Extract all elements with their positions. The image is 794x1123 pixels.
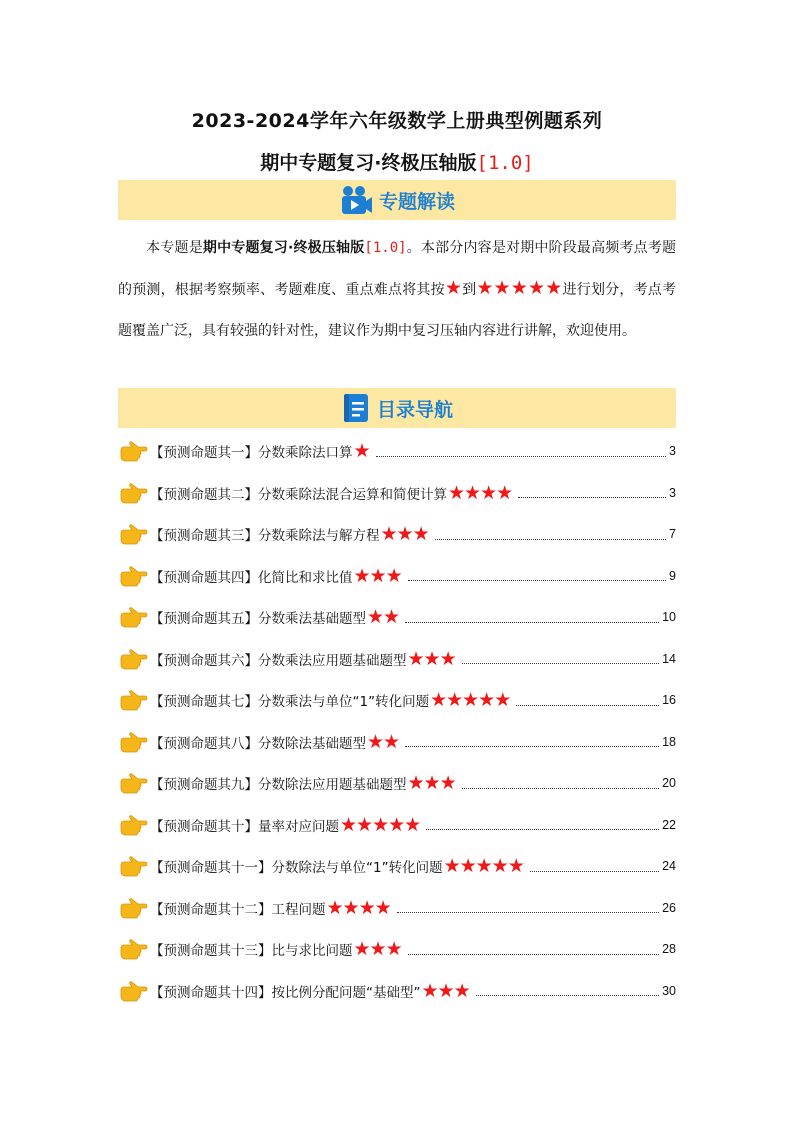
toc-entry-title: 【预测命题其十四】按比例分配问题“基础型” bbox=[150, 984, 421, 1001]
dot-leader bbox=[516, 705, 659, 706]
toc-entry-label bbox=[150, 440, 370, 462]
dot-leader bbox=[397, 912, 659, 913]
pointing-hand-icon bbox=[118, 729, 148, 755]
dot-leader bbox=[462, 788, 659, 789]
intro-text-4: 进行划分，考点考题覆盖广泛，具有较强的针对性，建议作为期中复习压轴内容进行讲解，欢迎使用。 bbox=[118, 281, 677, 339]
star-rating: ★★★★★ bbox=[340, 813, 421, 836]
star-rating: ★★★ bbox=[353, 564, 402, 587]
toc-page-number: 18 bbox=[662, 734, 676, 749]
pointing-hand-icon bbox=[118, 480, 148, 506]
toc-entry-label bbox=[150, 731, 399, 753]
pointing-hand-icon bbox=[118, 978, 148, 1004]
pointing-hand-icon bbox=[118, 563, 148, 589]
star-rating-five: ★★★★★ bbox=[476, 276, 563, 299]
toc-entry-14[interactable] bbox=[118, 978, 676, 1004]
subtitle-text: 期中专题复习·终极压轴版 bbox=[260, 152, 477, 174]
toc-page-number: 30 bbox=[662, 983, 676, 998]
intro-text-1: 本专题是 bbox=[146, 240, 203, 256]
toc-page-number: 26 bbox=[662, 900, 676, 915]
pointing-hand-icon bbox=[118, 770, 148, 796]
toc-entry-8[interactable] bbox=[118, 729, 676, 755]
star-rating: ★ bbox=[353, 440, 370, 462]
toc-entry-title: 【预测命题其二】分数乘除法混合运算和简便计算 bbox=[150, 486, 447, 503]
section-banner-intro bbox=[118, 180, 676, 220]
intro-text-3: 到 bbox=[462, 281, 477, 298]
toc-entry-label bbox=[150, 482, 512, 504]
dot-leader bbox=[408, 954, 659, 955]
toc-entry-title: 【预测命题其三】分数乘除法与解方程 bbox=[150, 528, 380, 544]
dot-leader bbox=[462, 663, 659, 664]
star-rating: ★★ bbox=[367, 730, 400, 753]
toc-entry-7[interactable] bbox=[118, 687, 676, 713]
pointing-hand-icon bbox=[118, 853, 148, 879]
toc-entry-title: 【预测命题其十二】工程问题 bbox=[150, 901, 326, 918]
star-rating: ★★★ bbox=[353, 938, 402, 960]
toc-entry-4[interactable] bbox=[118, 563, 676, 589]
toc-entry-13[interactable] bbox=[118, 936, 676, 962]
intro-version: [1.0] bbox=[364, 240, 407, 256]
dot-leader bbox=[435, 539, 666, 540]
dot-leader bbox=[376, 456, 667, 457]
toc-entry-label bbox=[150, 980, 470, 1002]
section-title-intro: 专题解读 bbox=[378, 190, 455, 213]
pointing-hand-icon bbox=[118, 521, 148, 547]
toc-entry-title: 【预测命题其十一】分数除法与单位“1”转化问题 bbox=[150, 860, 443, 876]
toc-page-number: 3 bbox=[669, 485, 676, 500]
star-rating: ★★★ bbox=[407, 772, 456, 794]
toc-entry-label bbox=[150, 689, 510, 711]
toc-page-number: 20 bbox=[662, 776, 676, 790]
toc-entry-label bbox=[150, 565, 402, 587]
intro-paragraph bbox=[118, 228, 676, 353]
toc-entry-12[interactable] bbox=[118, 895, 676, 921]
toc-entry-label bbox=[150, 897, 391, 919]
toc-entry-label bbox=[150, 938, 402, 960]
pointing-hand-icon bbox=[118, 936, 148, 962]
toc-entry-5[interactable] bbox=[118, 604, 676, 630]
toc-entry-title: 【预测命题其八】分数除法基础题型 bbox=[150, 735, 366, 752]
toc-page-number: 14 bbox=[662, 651, 676, 666]
toc-entry-1[interactable] bbox=[118, 438, 676, 464]
pointing-hand-icon bbox=[118, 604, 148, 630]
dot-leader bbox=[405, 746, 659, 747]
toc-page-number: 22 bbox=[662, 817, 676, 832]
toc-page-number: 9 bbox=[669, 568, 676, 583]
star-rating: ★★★ bbox=[421, 979, 470, 1002]
toc-entry-11[interactable] bbox=[118, 853, 676, 879]
toc-page-number: 10 bbox=[662, 610, 676, 624]
toc-entry-label bbox=[150, 814, 420, 836]
toc-entry-label bbox=[150, 648, 456, 670]
toc-entry-label bbox=[150, 772, 456, 794]
toc-entry-title: 【预测命题其九】分数除法应用题基础题型 bbox=[150, 777, 407, 793]
pointing-hand-icon bbox=[118, 438, 148, 464]
toc-page-number: 28 bbox=[662, 942, 676, 956]
toc-entry-title: 【预测命题其十三】比与求比问题 bbox=[150, 943, 353, 959]
toc-page-number: 24 bbox=[662, 859, 676, 873]
dot-leader bbox=[476, 995, 659, 996]
toc-entry-label bbox=[150, 855, 524, 877]
star-rating: ★★★★ bbox=[326, 896, 391, 919]
section-banner-toc bbox=[118, 388, 676, 428]
toc-entry-title: 【预测命题其六】分数乘法应用题基础题型 bbox=[150, 652, 407, 669]
toc-entry-10[interactable] bbox=[118, 812, 676, 838]
toc-entry-title: 【预测命题其五】分数乘法基础题型 bbox=[150, 611, 366, 627]
toc-entry-title: 【预测命题其四】化简比和求比值 bbox=[150, 569, 353, 586]
dot-leader bbox=[405, 622, 659, 623]
dot-leader bbox=[530, 871, 659, 872]
pointing-hand-icon bbox=[118, 646, 148, 672]
toc-entry-title: 【预测命题其十】量率对应问题 bbox=[150, 818, 339, 835]
intro-text-2: 。本部分内容是对期中阶段最高频考点考题的预测，根据考察频率、考题难度、重点难点将其按 bbox=[118, 240, 677, 298]
intro-text-bold: 期中专题复习·终极压轴版 bbox=[202, 240, 365, 256]
dot-leader bbox=[426, 829, 659, 830]
dot-leader bbox=[408, 580, 666, 581]
toc-entry-2[interactable] bbox=[118, 480, 676, 506]
toc-entry-3[interactable] bbox=[118, 521, 676, 547]
star-rating: ★★ bbox=[367, 606, 400, 628]
video-camera-icon bbox=[339, 184, 373, 216]
section-title-toc: 目录导航 bbox=[376, 398, 453, 421]
toc-entry-9[interactable] bbox=[118, 770, 676, 796]
toc-entry-label bbox=[150, 606, 399, 628]
toc-page-number: 7 bbox=[669, 527, 676, 541]
star-rating: ★★★★ bbox=[448, 481, 513, 504]
document-subtitle bbox=[0, 148, 794, 175]
toc-entry-6[interactable] bbox=[118, 646, 676, 672]
toc-page-number: 16 bbox=[662, 693, 676, 707]
pointing-hand-icon bbox=[118, 687, 148, 713]
subtitle-version: [1.0] bbox=[476, 152, 534, 174]
toc-entry-title: 【预测命题其七】分数乘法与单位“1”转化问题 bbox=[150, 694, 430, 710]
dot-leader bbox=[518, 497, 666, 498]
pointing-hand-icon bbox=[118, 895, 148, 921]
pointing-hand-icon bbox=[118, 812, 148, 838]
star-rating: ★★★★★ bbox=[430, 689, 511, 711]
star-rating: ★★★ bbox=[380, 523, 429, 545]
toc-entry-label bbox=[150, 523, 429, 545]
book-icon bbox=[341, 392, 371, 424]
star-rating: ★★★ bbox=[407, 647, 456, 670]
toc-entry-title: 【预测命题其一】分数乘除法口算 bbox=[150, 445, 353, 461]
star-rating: ★★★★★ bbox=[443, 855, 524, 877]
toc-page-number: 3 bbox=[669, 444, 676, 458]
document-title: 2023-2024学年六年级数学上册典型例题系列 bbox=[191, 110, 603, 132]
star-icon: ★ bbox=[444, 276, 463, 299]
